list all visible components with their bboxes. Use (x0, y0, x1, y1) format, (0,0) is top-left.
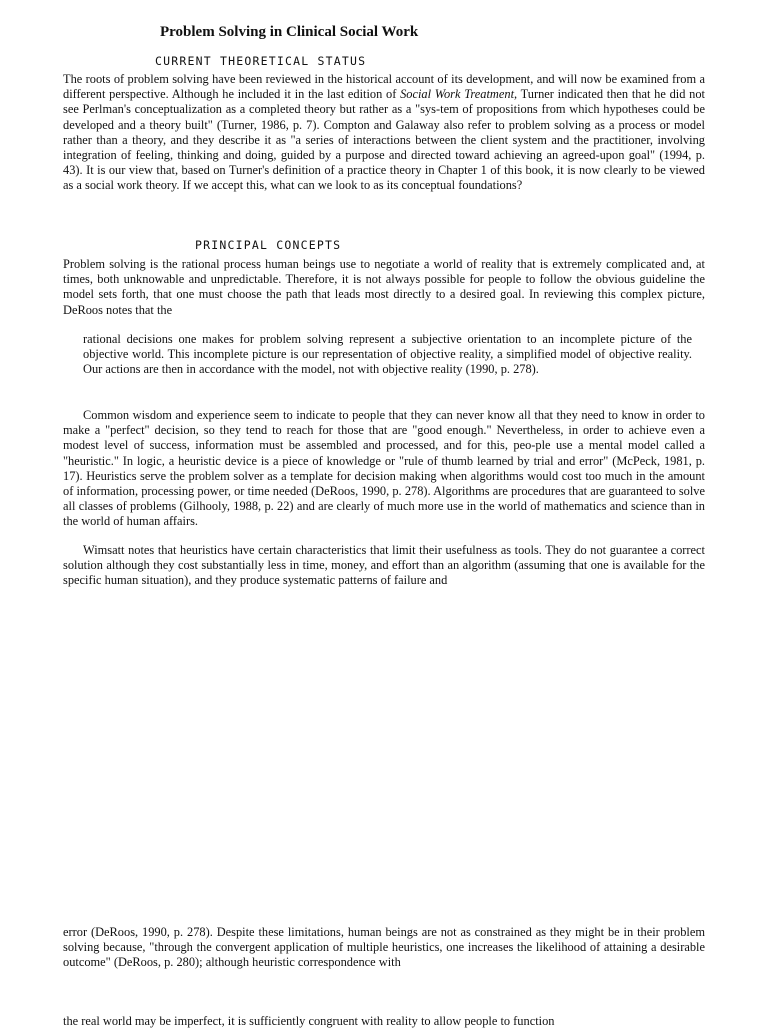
paragraph-wimsatt: Wimsatt notes that heuristics have certain characteristics that limit their usefulness as tools. They do not guarantee a correct solution although they cost substantially less in time, money, and effort than an algorithm (assuming that one is available for the specific human situation), and they produce systematic patterns of failure and (63, 543, 705, 588)
section-heading-current-theoretical-status: CURRENT THEORETICAL STATUS (155, 54, 367, 68)
section-heading-principal-concepts: PRINCIPAL CONCEPTS (195, 238, 342, 252)
paragraph-real-world: the real world may be imperfect, it is sufficiently congruent with reality to allow people to function (63, 1014, 555, 1028)
document-title: Problem Solving in Clinical Social Work (160, 24, 419, 40)
book-title-italic: Social Work Treatment, (400, 87, 518, 102)
paragraph-text: Turner indicated then that he did not see Perlman's conceptualization as a completed theory but rather as a "sys-tem of propositions from which hypotheses could be developed and a theory built" (Turner, 1986, p. 7). Compton and Galaway also refer to problem solving as a process or model rather than a theory, and they describe it as "a series of interactions between the client system and the practitioner, involving integration of feeling, thinking and doing, guided by a purpose and directed toward achieving an agreed-upon goal" (1994, p. 43). It is our view that, based on Turner's definition of a practice theory in Chapter 1 of this book, it is now clearly to be viewed as a social work theory. If we accept this, what can we look to as its conceptual foundations? (63, 87, 705, 193)
block-quote-deroos: rational decisions one makes for problem solving represent a subjective orientation to an incomplete picture of the objective world. This incomplete picture is our representation of objective reality, a simplified model of objective reality. Our actions are then in accordance with the model, not with objective reality (1990, p. 278). (83, 332, 692, 377)
paragraph-principal-concepts: Problem solving is the rational process human beings use to negotiate a world of reality that is extremely complicated and, at times, both unknowable and unpredictable. Therefore, it is not always possible for people to follow the obvious guideline the model sets forth, that one must choose the path that leads most directly to a desired goal. In reviewing this complex picture, DeRoos notes that the (63, 257, 705, 317)
paragraph-current-status (63, 72, 705, 194)
paragraph-error: error (DeRoos, 1990, p. 278). Despite these limitations, human beings are not as constrained as they might be in their problem solving because, "through the convergent application of multiple heuristics, one increases the likelihood of attaining a desirable outcome" (DeRoos, p. 280); although heuristic correspondence with (63, 925, 705, 970)
paragraph-heuristics: Common wisdom and experience seem to indicate to people that they can never know all that they need to know in order to make a "perfect" decision, so they tend to reach for those that are "good enough." Nevertheless, in order to achieve even a modest level of success, information must be assembled and processed, and for this, peo-ple use a mental model called a "heuristic." In logic, a heuristic device is a piece of knowledge or "rule of thumb learned by trial and error" (McPeck, 1981, p. 17). Heuristics serve the problem solver as a template for decision making when algorithms would cost too much in the amount of information, processing power, or time needed (DeRoos, 1990, p. 278). Algorithms are procedures that are guaranteed to solve all classes of problems (Gilhooly, 1988, p. 22) and are clearly of much more use in the world of mathematics and science than in the world of human affairs. (63, 408, 705, 529)
paragraph-text: The roots of problem solving have been reviewed in the historical account of its development, and will now be examined from a different perspective. Although he included it in the last edition of (63, 72, 705, 102)
